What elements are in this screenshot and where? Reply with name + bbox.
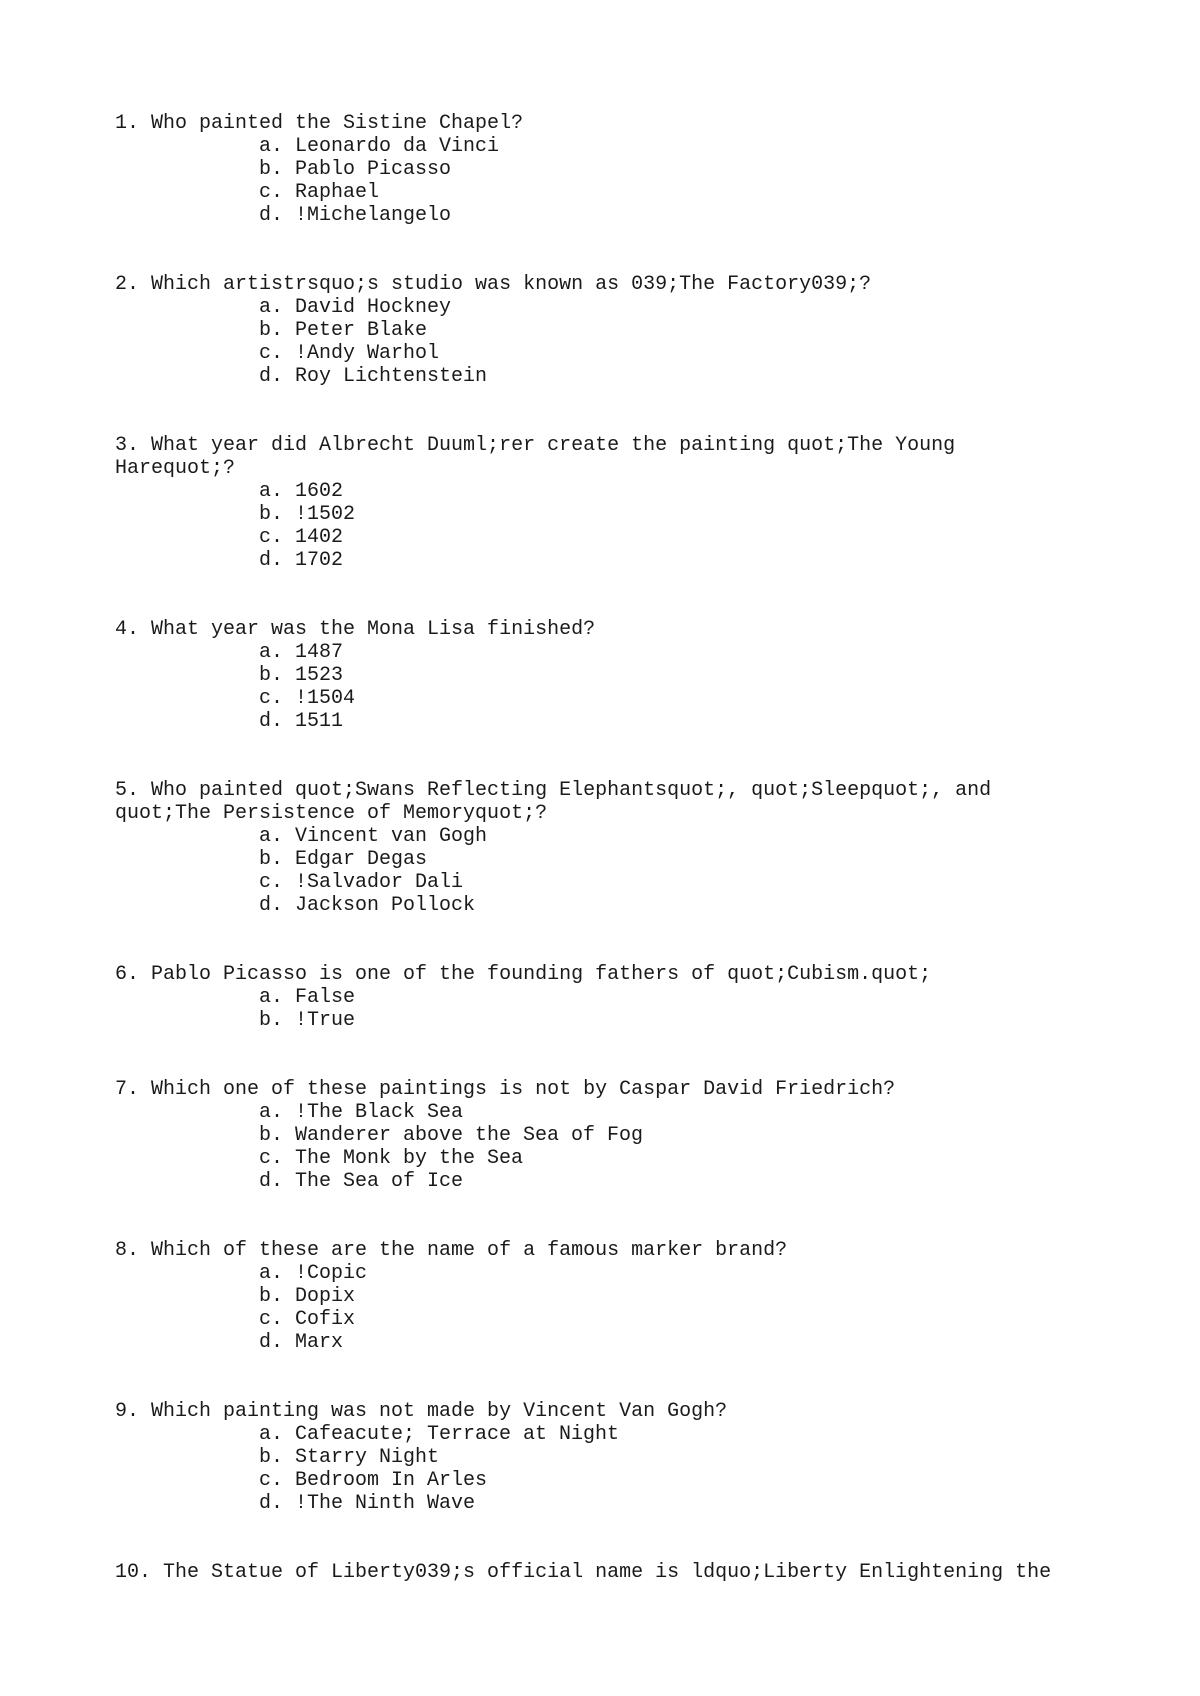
question-text: 1. Who painted the Sistine Chapel? xyxy=(115,112,524,135)
answer-option: c. !Andy Warhol xyxy=(259,342,440,365)
question-block xyxy=(115,963,1077,1032)
question-text: 6. Pablo Picasso is one of the founding fathers of quot;Cubism.quot; xyxy=(115,963,932,986)
answer-option: b. 1523 xyxy=(259,664,344,687)
answer-option: b. Wanderer above the Sea of Fog xyxy=(259,1124,644,1147)
answer-option: d. Jackson Pollock xyxy=(259,894,476,917)
question-text: 10. The Statue of Liberty039;s official name is ldquo;Liberty Enlightening the xyxy=(115,1561,1052,1584)
answer-option: d. The Sea of Ice xyxy=(259,1170,464,1193)
question-text: 8. Which of these are the name of a famous marker brand? xyxy=(115,1239,788,1262)
answer-option: a. !The Black Sea xyxy=(259,1101,464,1124)
answer-option: b. !1502 xyxy=(259,503,356,526)
answer-option: b. Pablo Picasso xyxy=(259,158,452,181)
question-block xyxy=(115,1239,1077,1354)
question-text: 5. Who painted quot;Swans Reflecting Elephantsquot;, quot;Sleepquot;, and quot;The Persistence of Memoryquot;? xyxy=(115,779,1004,825)
question-text: 2. Which artistrsquo;s studio was known as 039;The Factory039;? xyxy=(115,273,872,296)
answer-option: c. !1504 xyxy=(259,687,356,710)
answer-option: a. Cafeacute; Terrace at Night xyxy=(259,1423,620,1446)
answer-option: d. !Michelangelo xyxy=(259,204,452,227)
answer-option: a. Leonardo da Vinci xyxy=(259,135,500,158)
question-text: 3. What year did Albrecht Duuml;rer create the painting quot;The Young Harequot;? xyxy=(115,434,968,480)
question-block xyxy=(115,1400,1077,1515)
quiz-document xyxy=(115,112,1077,1630)
question-block xyxy=(115,618,1077,733)
answer-option: a. Vincent van Gogh xyxy=(259,825,488,848)
question-text: 4. What year was the Mona Lisa finished? xyxy=(115,618,596,641)
answer-option: a. False xyxy=(259,986,356,1009)
question-block xyxy=(115,434,1077,572)
answer-option: a. 1487 xyxy=(259,641,344,664)
answer-option: a. David Hockney xyxy=(259,296,452,319)
answer-option: a. !Copic xyxy=(259,1262,368,1285)
answer-option: d. 1511 xyxy=(259,710,344,733)
answer-option: c. Raphael xyxy=(259,181,380,204)
answer-option: a. 1602 xyxy=(259,480,344,503)
question-text: 9. Which painting was not made by Vincent Van Gogh? xyxy=(115,1400,728,1423)
answer-option: d. !The Ninth Wave xyxy=(259,1492,476,1515)
answer-option: c. !Salvador Dali xyxy=(259,871,464,894)
question-block xyxy=(115,779,1077,917)
question-block xyxy=(115,273,1077,388)
answer-option: d. Roy Lichtenstein xyxy=(259,365,488,388)
answer-option: d. Marx xyxy=(259,1331,344,1354)
answer-option: b. Starry Night xyxy=(259,1446,440,1469)
answer-option: c. The Monk by the Sea xyxy=(259,1147,524,1170)
answer-option: b. Edgar Degas xyxy=(259,848,428,871)
question-text: 7. Which one of these paintings is not by Caspar David Friedrich? xyxy=(115,1078,896,1101)
answer-option: d. 1702 xyxy=(259,549,344,572)
answer-option: b. !True xyxy=(259,1009,356,1032)
answer-option: b. Dopix xyxy=(259,1285,356,1308)
question-block xyxy=(115,1078,1077,1193)
answer-option: c. 1402 xyxy=(259,526,344,549)
answer-option: c. Bedroom In Arles xyxy=(259,1469,488,1492)
answer-option: c. Cofix xyxy=(259,1308,356,1331)
question-block xyxy=(115,1561,1077,1584)
question-block xyxy=(115,112,1077,227)
answer-option: b. Peter Blake xyxy=(259,319,428,342)
